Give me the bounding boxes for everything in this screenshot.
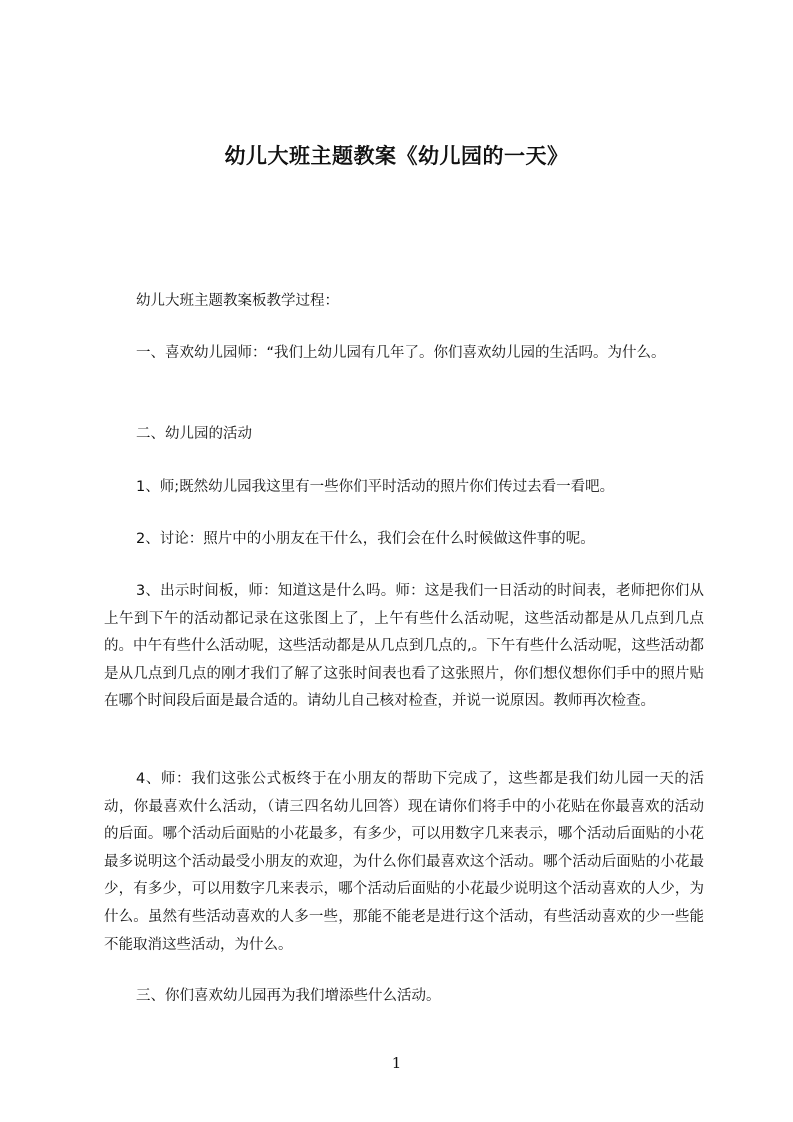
paragraph-section-three: 三、你们喜欢幼儿园再为我们增添些什么活动。 xyxy=(136,988,441,1004)
paragraph-step-2: 2、讨论：照片中的小朋友在干什么，我们会在什么时候做这件事的呢。 xyxy=(136,531,595,547)
paragraph-step-4: 4、师：我们这张公式板终于在小朋友的帮助下完成了，这些都是我们幼儿园一天的活动，你最喜欢什么活动，（请三四名幼儿回答）现在请你们将手中的小花贴在你最喜欢的活动的后面。哪个活动后面贴的小花最多，有多少，可以用数字几来表示，哪个活动后面贴的小花最多说明这个活动最受小朋友的欢迎，为什么你们最喜欢这个活动。哪个活动后面贴的小花最少，有多少，可以用数字几来表示，哪个活动后面贴的小花最少说明这个活动喜欢的人少，为什么。虽然有些活动喜欢的人多一些，那能不能老是进行这个活动，有些活动喜欢的少一些能不能取消这些活动，为什么。 xyxy=(104,771,704,953)
document-title: 幼儿大班主题教案《幼儿园的一天》 xyxy=(224,144,569,168)
paragraph-step-1: 1、师;既然幼儿园我这里有一些你们平时活动的照片你们传过去看一看吧。 xyxy=(136,479,615,495)
paragraph-intro: 幼儿大班主题教案板教学过程： xyxy=(136,293,339,309)
page-number: 1 xyxy=(391,1054,402,1072)
paragraph-section-two-heading: 二、幼儿园的活动 xyxy=(136,426,252,442)
paragraph-section-one: 一、喜欢幼儿园师：“我们上幼儿园有几年了。你们喜欢幼儿园的生活吗。为什么。 xyxy=(136,345,666,361)
paragraph-step-3: 3、出示时间板，师：知道这是什么吗。师：这是我们一日活动的时间表，老师把你们从上午到下午的活动都记录在这张图上了，上午有些什么活动呢，这些活动都是从几点到几点的。中午有些什么活动呢，这些活动都是从几点到几点的,。下午有些什么活动呢，这些活动都是从几点到几点的刚才我们了解了这张时间表也看了这张照片，你们想仪想你们手中的照片贴在哪个时间段后面是最合适的。请幼儿自己核对检查，并说一说原因。教师再次检查。 xyxy=(104,583,704,710)
